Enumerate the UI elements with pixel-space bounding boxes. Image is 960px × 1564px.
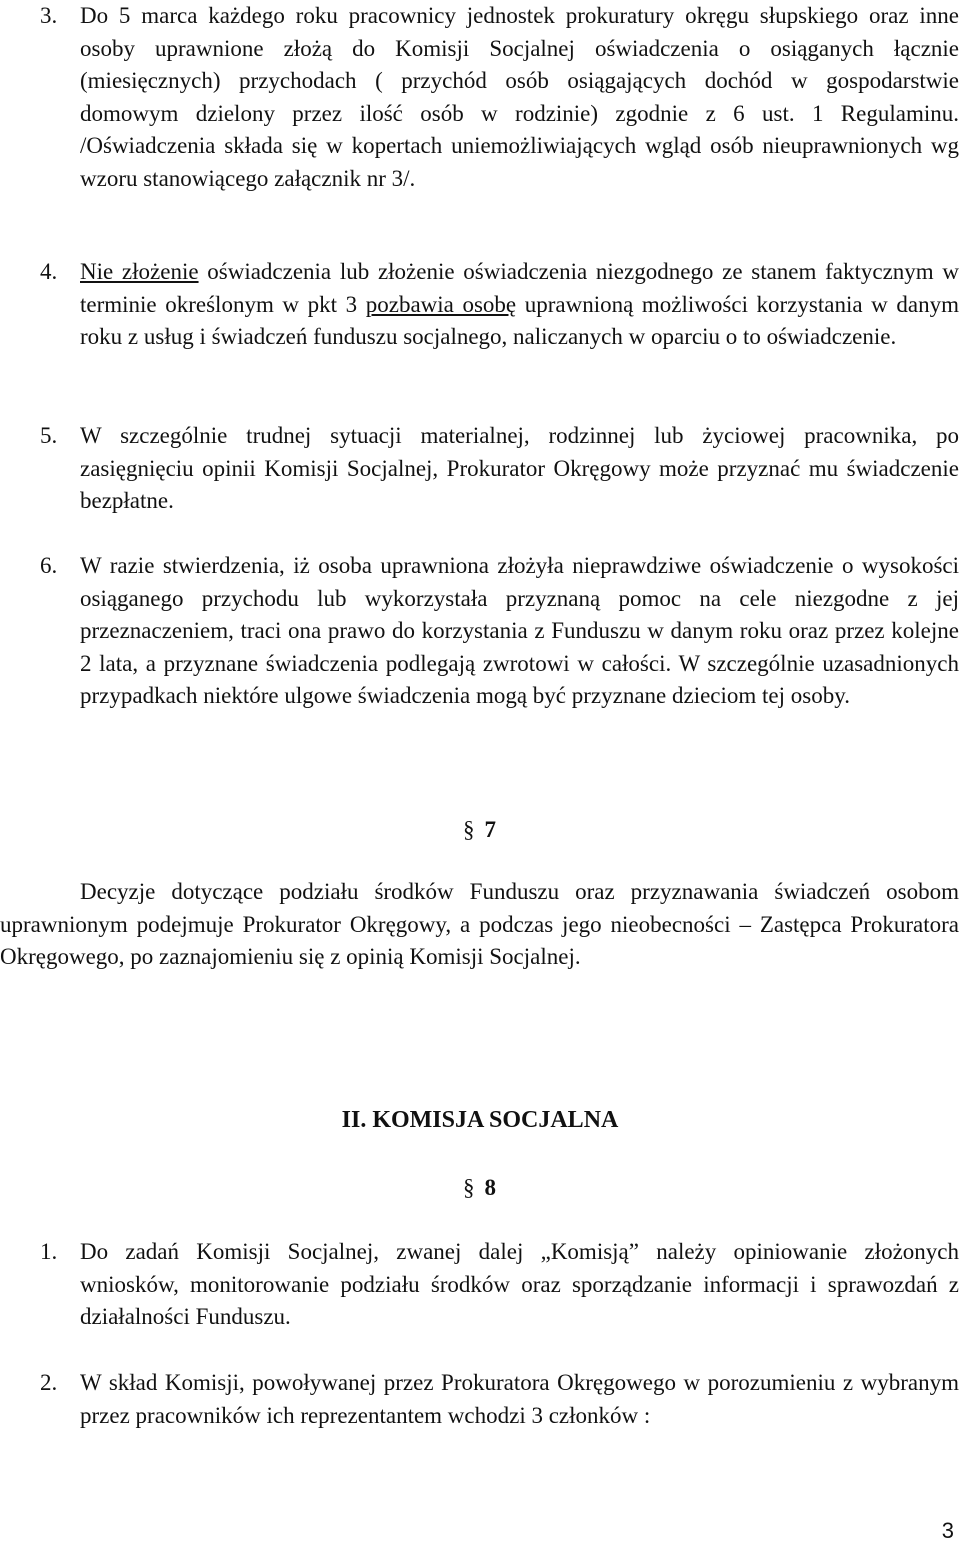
text-fragment: uprawnioną możliwości korzystania w danym roku z usług i świadczeń funduszu socjalnego, naliczanych w oparciu o to oświadczenie. [80,291,959,350]
section-number: 7 [484,817,496,842]
list-item-6 [40,550,959,713]
section-heading-8 [463,1173,523,1203]
item-text [80,256,959,354]
list-item-4 [40,256,959,354]
chapter-title [0,1105,960,1135]
item-text: Do zadań Komisji Socjalnej, zwanej dalej „Komisją” należy opiniowanie złożonych wniosków, monitorowanie podziału środków oraz sporządzanie informacji i sprawozdań z działalności Funduszu. [80,1239,959,1330]
text-fragment: oświadczenia lub złożenie oświadczenia niezgodnego ze stanem faktycznym w terminie określonym w pkt 3 [80,259,959,317]
page-number: 3 [941,1518,954,1543]
chapter-title-text: II. KOMISJA SOCJALNA [341,1107,619,1133]
item-number: 4. [40,259,58,284]
section-number: 8 [484,1175,496,1200]
item-number: 3. [40,3,58,28]
item-number: 6. [40,553,58,578]
item-number: 2. [40,1370,58,1395]
item-text: W skład Komisji, powoływanej przez Prokuratora Okręgowego w porozumieniu z wybranym przez pracowników ich reprezentantem wchodzi 3 członków : [80,1370,959,1428]
item-number: 5. [40,423,58,448]
list-item-8-1 [40,1236,959,1334]
item-number: 1. [40,1239,58,1264]
section-heading-7 [463,815,523,845]
list-item-8-2 [40,1367,959,1432]
section-symbol: § [463,817,475,842]
item-text: W szczególnie trudnej sytuacji materialnej, rodzinnej lub życiowej pracownika, po zasięgnięciu opinii Komisji Socjalnej, Prokurator Okręgowy może przyznać mu świadczenie bezpłatne. [80,423,959,514]
section-7-paragraph: Decyzje dotyczące podziału środków Funduszu oraz przyznawania świadczeń osobom uprawnionym podejmuje Prokurator Okręgowy, a podczas jego nieobecności – Zastępca Prokuratora Okręgowego, po zaznajomieniu się z opinią Komisji Socjalnej. [0,879,959,970]
list-item-5 [40,420,959,518]
underlined-phrase: pozbawia osobę [365,291,517,317]
section-symbol: § [463,1175,475,1200]
list-item-3 [40,0,959,196]
item-text: Do 5 marca każdego roku pracownicy jednostek prokuratury okręgu słupskiego oraz inne osoby uprawnione złożą do Komisji Socjalnej oświadczenia o osiąganych łącznie (miesięcznych) przychodach ( przychód osób osiągających dochód w gospodarstwie domowym dzielony przez ilość osób w rodzinie) zgodnie z 6 ust. 1 Regulaminu. /Oświadczenia składa się w kopertach uniemożliwiających wgląd osób nieuprawnionych wg wzoru stanowiącego załącznik nr 3/. [80,3,959,191]
underlined-phrase: Nie złożenie [80,259,199,284]
item-text: W razie stwierdzenia, iż osoba uprawniona złożyła nieprawdziwe oświadczenie o wysokości osiąganego przychodu lub wykorzystała przyznaną pomoc na cele niezgodne z jej przeznaczeniem, traci ona prawo do korzystania z Funduszu w danym roku oraz przez kolejne 2 lata, a przyznane świadczenia podlegają zwrotowi w całości. W szczególnie uzasadnionych przypadkach niektóre ulgowe świadczenia mogą być przyznane dzieciom tej osoby. [80,553,959,709]
